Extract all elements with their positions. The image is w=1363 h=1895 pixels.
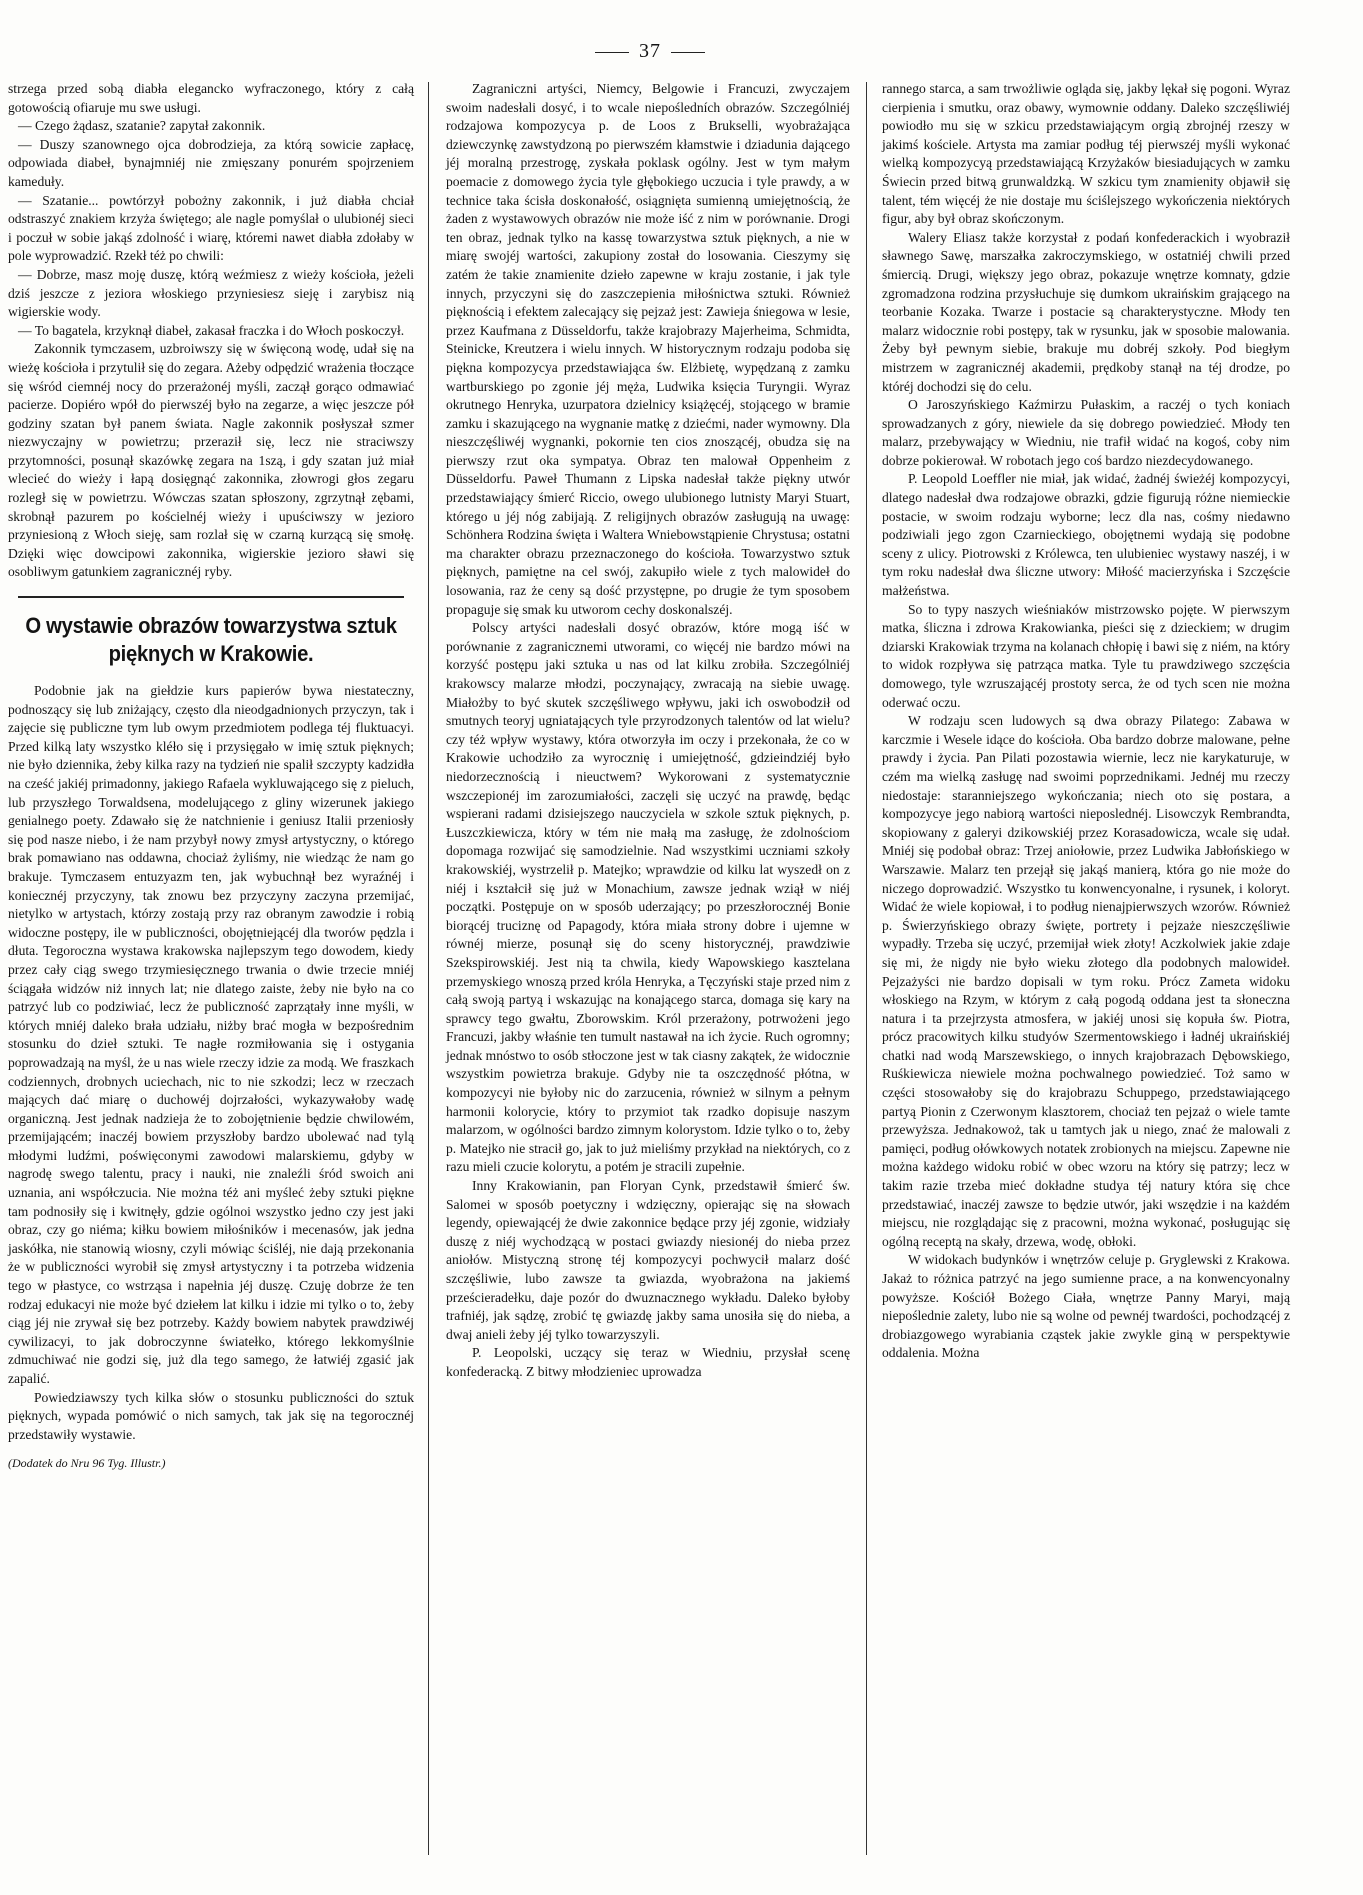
paragraph: P. Leopold Loeffler nie miał, jak widać, żadnéj świeżéj kompozycyi, dlatego nadesłał dwa rodzajowe obrazki, gdzie figurują różne niemieckie postacie, w swoim rodzaju wyborne; lecz dla nas, cośmy niedawno podziwiali jego zgon Czarnieckiego, obojętnemi wydają się podobne sceny z ulicy. Piotrowski z Królewca, ten ulubieniec wystawy naszéj, i w tym roku nadesłał dwa śliczne utwory: Miłość macierzyńska i Szczęście małżeństwa. (882, 471, 1290, 599)
dialogue-line: — Czego żądasz, szatanie? zapytał zakonnik. (18, 118, 266, 134)
dialogue-line: — To bagatela, krzyknął diabeł, zakasał fraczka i do Włoch poskoczył. (18, 322, 405, 338)
dialogue-line: — Szatanie... powtórzył pobożny zakonnik, i już diabła chciał odstraszyć znakiem krzyża świętego; ale nagle pomyślał o ulubionéj sieci i poczuł w sobie jakąś zdolność i wiarę, któremi nawet diabła zdołaby w pole wyprowadzić. Rzekł téż po chwili: (8, 192, 414, 264)
page-number-text: 37 (639, 40, 661, 62)
paragraph: Zakonnik tymczasem, uzbroiwszy się w święconą wodę, udał się na wieżę kościoła i przytulił się do zegara. Ażeby odpędzić wrażenia tłoczące się wśród ciemnéj nocy do przerażonéj myśli, zaczął gorąco odmawiać pacierze. Dopiéro wpół do pierwszéj było na zegarze, a więc jeszcze pół godziny szatan był panem świata. Nagle zakonnik posłyszał szmer niezwyczajny w powietrzu; przeraził się, lecz nie straciwszy przytomności, posunął skazówkę zegara na 1szą, i gdy szatan już miał wlecieć do wieży i łapą dosięgnąć zakonnika, złowrogi głos zegaru rozległ się w powietrzu. Wówczas szatan spłoszony, zgrzytnął zębami, skrobnął pazurem po kościelnéj wieży i upuściwszy w jezioro przyniesioną z Włoch sieję, sam rozlał się w czarną kurzącą się smołę. Dzięki więc dowcipowi zakonnika, wigierskie jezioro sławi się osobliwym gatunkiem zagranicznéj ryby. (8, 341, 414, 580)
paragraph: P. Leopolski, uczący się teraz w Wiedniu, przysłał scenę konfederacką. Z bitwy młodzieniec uprowadza (446, 1345, 850, 1379)
supplement-footer: (Dodatek do Nru 96 Tyg. Illustr.) (8, 1456, 166, 1471)
section-divider (18, 596, 404, 598)
column-3 (882, 80, 1290, 1363)
paragraph: Inny Krakowianin, pan Floryan Cynk, przedstawił śmierć św. Salomei w sposób poetyczny i wdzięczny, opierając się na słowach legendy, opiewającéj że dwie zakonnice będące przy jéj zgonie, widziały duszę z niéj wychodzącą w postaci gwiazdy niesionéj do nieba przez aniołów. Mistyczną stronę téj kompozycyi pochwycił malarz dość szczęśliwie, lubo zawsze ta gwiazda, wyobrażona na jakiemś prześcieradełku, daje pozór do dwuznacznego wykładu. Daleko byłoby trafniéj, jak sądzę, zrobić tę gwiazdę jakby sama unosiła się do nieba, a dwaj anieli żeby jéj tylko towarzyszyli. (446, 1178, 850, 1342)
article-paragraph: Powiedziawszy tych kilka słów o stosunku publiczności do sztuk pięknych, wypada pomówić o nich samych, tak jak się na tegorocznéj przedstawiły wystawie. (8, 1389, 414, 1442)
paragraph: W widokach budynków i wnętrzów celuje p. Gryglewski z Krakowa. Jakaż to różnica patrzyć na jego sumienne prace, a na konwencyonalny powyższe. Kościół Bożego Ciała, wnętrze Panny Maryi, mają niepoślednie zalety, lubo nie są wolne od pewnéj twardości, pochodzącéj z drobiazgowego wyrabiania cząstek jakie zwykle giną w perspektywie oddalenia. Można (882, 1252, 1290, 1361)
paragraph: Walery Eliasz także korzystał z podań konfederackich i wyobraził sławnego Sawę, marszałka zakroczymskiego, w ostatniéj chwili przed śmiercią. Drugi, większy jego obraz, pokazuje wnętrze komnaty, gdzie zgromadzona rodzina przysłuchuje się dumkom ukraińskim grającego na teorbanie Kozaka. Twarze i postacie są charakterystyczne. Młody ten malarz widocznie robi postępy, tak w rysunku, jak w sposobie malowania. Żeby był pewnym siebie, brakuje mu dobréj szkoły. Pod biegłym mistrzem w zagranicznéj akademii, prędkoby stanął na téj drodze, po któréj dochodzi się do celu. (882, 229, 1290, 394)
column-rule-right (866, 82, 867, 1855)
dialogue-line: — Dobrze, masz moję duszę, którą weźmiesz z wieży kościoła, jeżeli dziś jeszcze z jeziora włoskiego przyniesiesz sieję i zarybisz nią wigierskie wody. (8, 266, 414, 320)
page-number-dash-left (595, 52, 629, 53)
paragraph: Polscy artyści nadesłali dosyć obrazów, które mogą iść w porównanie z zagranicznemi utworami, co więcéj nie bardzo mówi na korzyść postępu jaki sztuka u nas od lat kilku zrobiła. Szczególniéj krakowscy malarze młodzi, poczynający, zwracają na siebie uwagę. Miałożby to być skutek szczęśliwego wpływu, jaki ich oswobodził od smutnych teoryj ugniatających tyle przyrodzonych talentów od lat wielu? czy téż wpływ wystawy, która otworzyła im oczy i przekonała, że co w Krakowie uchodziło za wyrocznię i umiejętność, gdzieindziéj było niedorzecznością i nieuctwem? Wykorowani z systematycznie wszczepionéj im zarozumiałości, zaczęli się uczyć na prawdę, będąc wspierani radami dzisiejszego nauczyciela w szkole sztuk pięknych, p. Łuszczkiewicza, który w tém nie małą ma zasługę, że zdolnościom dopomaga rozwijać się samodzielnie. Nad wszystkimi uczniami szkoły krakowskiéj, wystrzelił p. Matejko; wprawdzie od kilku lat wyszedł on z niéj i kształcił się już w Monachium, zawsze jednak wziął w niéj początki. Postępuje on w sposób uderzający; po przeszłorocznéj Bonie biorącéj truciznę od Papagody, która miała strony dobre i ujemne w równéj mierze, posunął się do sceny historycznéj, prawdziwie Szekspirowskiéj. Jest nią ta chwila, kiedy Wapowskiego kasztelana przemyskiego wnoszą przed króla Henryka, a Tęczyński staje przed nim z całą swoją partyą i wskazując na konającego starca, domaga się kary na sprawcy tego gwałtu, Zborowskim. Król przerażony, potrwożeni jego Francuzi, jakby właśnie ten tumult nastawał na ich życie. Ruch ogromny; jednak mnóstwo to osób stłoczone jest w tak ciasny zakątek, że widocznie wszystkim powietrza brakuje. Gdyby nie ta oszczędność płótna, w kompozycyi nie byłoby nic do zarzucenia, również w silnym a pełnym harmonii kolorycie, który to przymiot tak rzadko dopisuje naszym malarzom, w ogólności bardzo zimnym kolorystom. Idzie tylko o to, żeby p. Matejko nie stracił go, jak to już mieliśmy przykład na niektórych, co z razu mieli czucie kolorytu, a potém je stracili zupełnie. (446, 620, 850, 1175)
paragraph: O Jaroszyńskiego Kaźmirzu Pułaskim, a raczéj o tych koniach sprowadzanych z góry, niewiele da się dobrego powiedzieć. Młody ten malarz, przebywający w Wiedniu, nie trafił widać na kogoś, coby nim dobrze pokierował. W robotach jego coś bardzo niezdecydowanego. (882, 397, 1290, 468)
article-paragraph: Podobnie jak na giełdzie kurs papierów bywa niestateczny, podnoszący się lub zniżający, często dla nieodgadnionych przyczyn, tak i zajęcie się publiczne tym lub owym przedmiotem podlega téj fluktuacyi. Przed kilką laty wszystko kléło się i przysięgało w imię sztuk pięknych; nie było dziennika, żeby kilka razy na tydzień nie spalił szczypty kadzidła na cześć jakiéj primadonny, jakiego Rafaela wykluwającego się z pieluch, lub przyszłego Torwaldsena, modelującego z gliny wizerunek jakiego genialnego poety. Zdawało się że natchnienie i geniusz Italii przeniosły się pod nasze niebo, i że nam przybył nowy zmysł artystyczny, o którego brak pomawiano nas oddawna, chociaż żyliśmy, nie wiedząc że nam go brakuje. Tymczasem entuzyazm ten, jak wybuchnął bez wyraźnéj i koniecznéj przyczyny, tak znowu bez przyczyny zaczyna przemijać, nietylko w artystach, którzy zostają przy raz obranym zawodzie i robią widoczne postępy, ile w publiczności, obojętniejącéj dla tworów pędzla i dłuta. Tegoroczna wystawa krakowska najlepszym tego dowodem, kiedy przez cały ciąg swego trzymiesięcznego trwania o dwie trzecie mniéj ściągała widzów niż innych lat; nie dlatego zaiste, żeby nie było na co patrzyć lub co podziwiać, lecz że publiczność zaprzątały inne myśli, w których mniéj daleko brała udziału, niżby brać mogła w bezpośrednim stosunku do dzieł sztuki. Te nagłe rozmiłowania się i ostygania poprowadzają na myśl, że u nas wiele rzeczy idzie za modą. We fraszkach codziennych, drobnych uciechach, nic to nie szkodzi; lecz w rzeczach mających dać miarę o duchowéj dojrzałości, wykazywałoby wadę organiczną. Jest jednak nadzieja że to zobojętnienie będzie chwilowém, przemijającém; inaczéj bowiem przyszłoby bardzo ubolewać nad tylą młodymi ludźmi, poświęconymi zawodowi malarskiemu, gdyby w nagrodę swego talentu, pracy i nauki, nie znaleźli śród swoich ani uznania, ani współczucia. Nie można téż ani myśleć żeby sztuki piękne tam podnosiły się i kwitnęły, gdzie ogólnoi wszystko jedno czy jest jaki obraz, czy go niéma; kiłku bowiem miłośników i mecenasów, jak jedna jaskółka, nie stanowią wiosny, czyli mówiąc ściśléj, nie dają przekonania że w publiczności wyrobił się zmysł artystyczny i ta potrzeba widzenia tego w płastyce, co wstrząsa i napełnia jéj duszę. Czuję dobrze że ten rodzaj edukacyi nie może być dziełem lat kilku i idzie mi tylko o to, żeby ciąg jéj nie zrywał się bez potrzeby. Każdy bowiem nabytek prawdziwéj cywilizacyi, to jak dobroczynne światełko, którego lekkomyślnie zdmuchiwać nie godzi się, już dla tego samego, że łatwiéj zgasić jak zapalić. (8, 683, 414, 1386)
article-heading: O wystawie obrazów towarzystwa sztuk pięknych w Krakowie. (25, 613, 397, 667)
column-rule-left (428, 82, 429, 1855)
column-2 (446, 80, 850, 1382)
dialogue-line: — Duszy szanownego ojca dobrodzieja, za którą sowicie zapłacę, odpowiada diabeł, bynajmniéj nie zmięszany ponurém spojrzeniem kameduły. (8, 136, 414, 189)
paragraph: strzega przed sobą diabła elegancko wyfraczonego, który z całą gotowością ofiaruje mu swe usługi. (8, 81, 414, 115)
column-1 (8, 80, 414, 1473)
paragraph: rannego starca, a sam trwożliwie ogląda się, jakby lękał się pogoni. Wyraz cierpienia i smutku, oraz obawy, wymownie oddany. Daleko szczęśliwiéj powiodło mu się w szkicu przedstawiającym orgią zbrojnéj rzeszy w jakimś kościele. Artysta ma zamiar podług téj pierwszéj myśli wykonać wielką kompozycyą przedstawiającą Krzyżaków biesiadujących w zamku Świecin przed bitwą grunwaldzką. W szkicu tym znamienity objawił się talent, tém więcéj że nie dostaje mu ściślejszego wykończenia niektórych figur, aby był obraz skończonym. (882, 81, 1290, 227)
page-number-dash-right (671, 52, 705, 53)
paragraph: W rodzaju scen ludowych są dwa obrazy Pilatego: Zabawa w karczmie i Wesele idące do kościoła. Oba bardzo dobrze malowane, pełne prawdy i życia. Pan Pilati pozostawia wiernie, lecz nie karykaturuje, w czém ma wielką zasługę nad swoimi poprzednikami. Jednéj mu rzeczy niedostaje: staranniejszego wykończania; niech oto się postara, a kompozycye jego nabiorą wartości nieposlednéj. Lisowczyk Rembrandta, skopiowany z galeryi dzikowskiéj przez Korasadowicza, wcale się udał. Mniéj się podobał obraz: Trzej aniołowie, przez Ludwika Jabłońskiego w Warszawie. Malarz ten przejął się jakąś manierą, która go nie może do niczego doprowadzić. Wszystko tu konwencyonalne, i rysunek, i koloryt. Widać że wiele kopiował, i to podług nienajpierwszych wzorów. Również p. Świerzyńskiego obrazy święte, portrety i pejzaże nieszczęśliwie wypadły. Trzeba się uczyć, przemijał wiek złoty! Aczkolwiek jakie zdaje się mi, że nigdy nie było wieku złotego dla podobnych malowideł. Pejzażyści nie bardzo dopisali w tym roku. Prócz Zameta widoku włoskiego na Rzym, w którym z całą pogodą oddana jest ta słoneczna natura i ta przejrzysta atmosfera, w jakiéj unosi się kopuła św. Piotra, prócz pracowitych kilku studyów Szermentowskiego i ładnéj ukraińskiéj chatki nad wodą Marszewskiego, o innych krajobrazach Dębowskiego, Ruśkiewicza niewiele można pochwalnego powiedzieć. Toż samo w części stosowałoby się do krajobrazu Schuppego, przedstawiającego partyą Pionin z Czerwonym klasztorem, chociaż ten pejzaż o wiele tamte przewyższa. Jednakowoż, tak u tamtych jak u niego, znać że malowali z pamięci, podług ołówkowych notatek zrobionych na miejscu. Zapewne nie można każdego widoku robić w obec wzoru na który się patrzy; lecz w takim razie trzeba mieć dokładne studya téj natury która się chce przedstawiać, inaczéj zawsze to będzie utwór, jaki wszędzie i na każdém miejscu, nie rozglądając się z pracowni, można wykonać, posługując się ogólną receptą na skały, drzewa, wodę, obłoki. (882, 713, 1290, 1249)
page-number (560, 40, 740, 63)
paragraph: Zagraniczni artyści, Niemcy, Belgowie i Francuzi, zwyczajem swoim nadesłali dosyć, i to wcale niepośledních obrazów. Szczególniéj rodzajowa kompozycya p. de Loos z Brukselli, wyobrażająca dziewczynkę zawstydzoną po pierwszém kłamstwie i dziadunia dającego jéj moralną przestrogę, zyskała poklask ogólny. Jest w tym małym poemacie z domowego życia tyle głębokiego uczucia i tyle prawdy, a w technice taka ścisła doskonałość, osiągnięta sumienną umiejętnością, że żaden z wystawowych obrazów nie może iść z nim w porównanie. Drogi ten obraz, jednak tylko na kassę towarzystwa sztuk pięknych, a nie w miarę swojéj wartości, zakupiony został do losowania. Cieszymy się zatém że takie znamienite dzieło zapewne w kraju zostanie, i jak tyle innych, przyczyni się do zaszczepienia miłośnictwa sztuki. Również pięknością i efektem zalecający się pejzaż jest: Zawieja śniegowa w lesie, przez Kaufmana z Düsseldorfu, także krajobrazy Majerheima, Schmidta, Steinicke, Kreutzera i wielu innych. W historycznym rodzaju podoba się piękna kompozycya przedstawiająca św. Elżbietę, wypędzaną z zamku wartburskiego po zgonie jéj męża, Ludwika księcia Turyngii. Wyraz okrutnego Henryka, uzurpatora dzielnicy książęcéj, stojącego w bramie zamku i skazującego na wygnanie matkę z dziećmi, nader wymowny. Dla nieszczęśliwéj wygnanki, pokornie ten cios znoszącéj, obudza się na pierwszy rzut oka sympatya. Obraz ten malował Oppenheim z Düsseldorfu. Paweł Thumann z Lipska nadesłał także piękny utwór przedstawiający śmierć Riccio, owego ulubionego lutnisty Maryi Stuart, którego u jéj nóg zabijają. Z religijnych obrazów zasługują na uwagę: Schönhera Rodzina święta i Waltera Wniebowstąpienie Chrystusa; ostatni ma charakter obrazu przeznaczonego do kościoła. Towarzystwo sztuk pięknych, pamiętne na cel swój, zakupiło wiele z tych malowideł do losowania, raz że ceny są dość przystępne, po drugie że tym sposobem propaguje się smak ku utworom cechy doskonalszéj. (446, 81, 850, 617)
paragraph: So to typy naszych wieśniaków mistrzowsko pojęte. W pierwszym matka, śliczna i zdrowa Krakowianka, pieści się z dzieckiem; w drugim dziarski Krakowiak trzyma na kolanach chłopię i bawi się z niém, na który to widok rozpływa się patrząca matka. Tyle tu prawdziwego szczęścia domowego, tyle wzruszającéj prostoty serca, że od tych scen nie można oderwać oczu. (882, 601, 1290, 710)
